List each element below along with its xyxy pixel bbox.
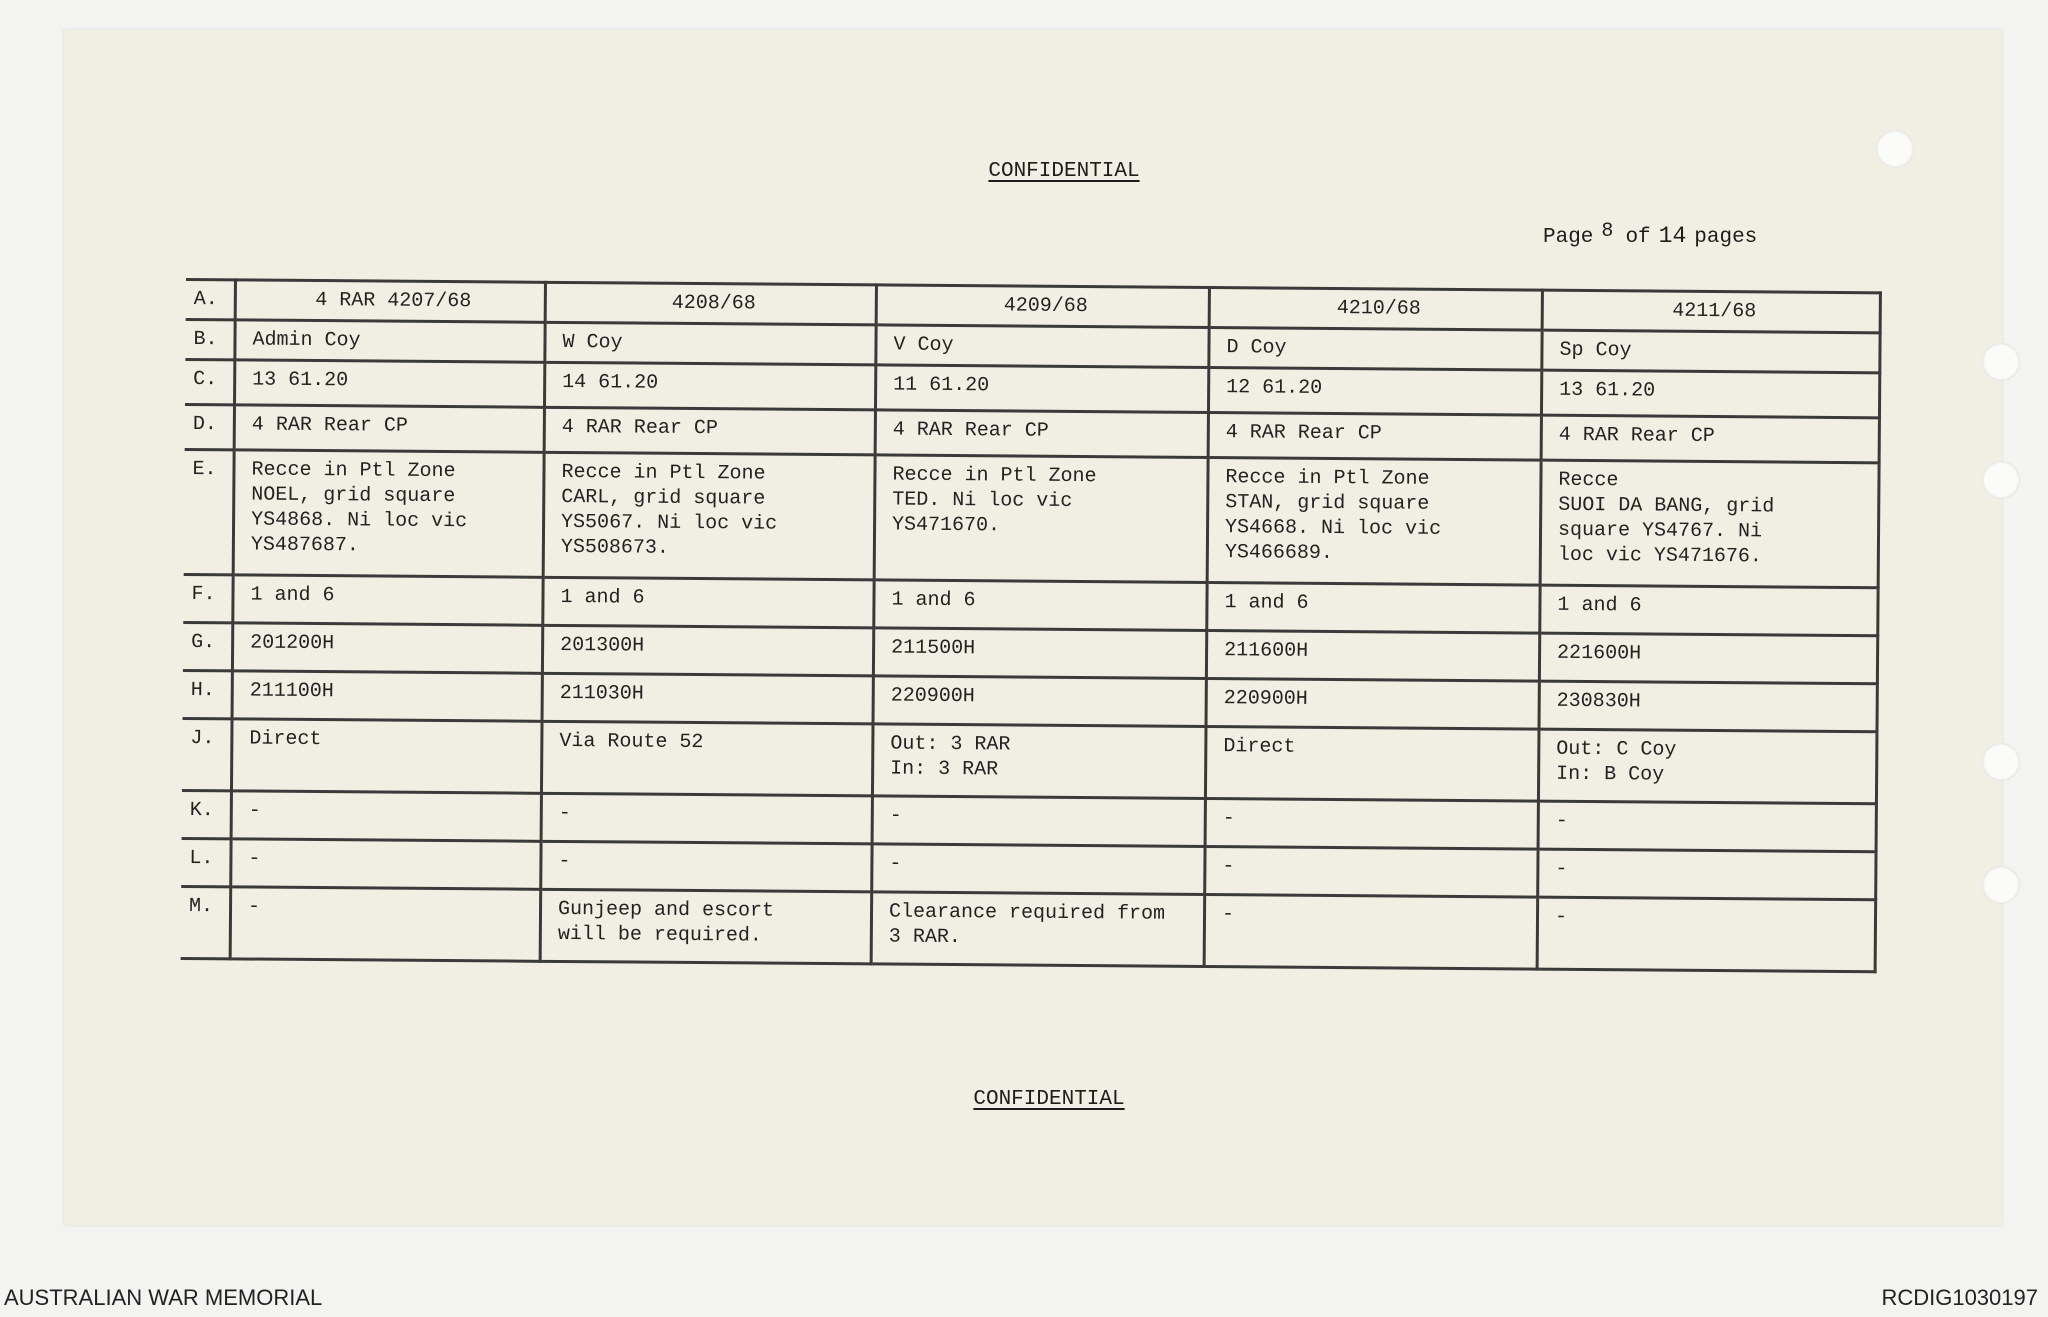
table-cell: 12 61.20 [1208,368,1541,416]
table-row [181,886,1876,971]
table-cell: - [1204,895,1538,970]
table-cell: 4 RAR Rear CP [544,407,875,455]
page-current: 8 [1601,220,1614,243]
table-cell: 4211/68 [1542,290,1880,333]
classification-footer [25,1088,2048,1111]
table-cell: 4 RAR Rear CP [1541,415,1879,463]
row-label: J. [182,718,232,790]
table-cell: 4 RAR 4207/68 [235,280,545,322]
table-cell: Recce in Ptl Zone CARL, grid square YS5067. Ni loc vic YS508673. [543,452,875,580]
table-row [184,449,1879,587]
table-cell: Out: 3 RAR In: 3 RAR [872,724,1206,799]
page-total: 14 [1658,223,1687,249]
table-cell: Recce in Ptl Zone TED. Ni loc vic YS471670. [874,455,1208,583]
table-cell: 1 and 6 [1540,585,1878,636]
table-cell: 211030H [542,673,873,724]
patrol-table [181,278,1882,973]
table-cell: 4 RAR Rear CP [234,405,544,452]
table-cell: - [541,793,872,844]
row-label: M. [181,886,231,958]
page-suffix: pages [1694,226,1758,249]
page-prefix: Page [1543,226,1594,249]
page-of: of [1625,226,1651,249]
table-cell: 221600H [1539,633,1877,684]
table-cell: W Coy [545,322,876,365]
table-cell: - [872,844,1205,895]
table-cell: Recce in Ptl Zone STAN, grid square YS4668. Ni loc vic YS466689. [1207,458,1541,586]
table-cell: Clearance required from 3 RAR. [871,892,1205,967]
table-cell: 4 RAR Rear CP [875,410,1208,458]
row-label: H. [183,670,233,718]
table-cell: - [1538,849,1876,900]
table-cell: - [231,791,541,841]
row-label: A. [186,279,236,319]
table-cell: - [541,841,872,892]
table-cell: - [230,887,541,961]
table-cell: Direct [1205,727,1539,802]
table-cell: - [231,839,541,889]
table-cell: Via Route 52 [541,721,873,796]
table-cell: 211500H [873,628,1206,679]
table-row [182,718,1877,803]
classification-header-text: CONFIDENTIAL [988,160,1140,183]
table-cell: Recce in Ptl Zone NOEL, grid square YS4868. Ni loc vic YS487687. [233,450,544,577]
row-label: L. [181,838,231,886]
table-cell: 4208/68 [545,282,876,325]
table-cell: D Coy [1209,328,1542,371]
archive-name: AUSTRALIAN WAR MEMORIAL [4,1285,323,1310]
table-cell: 1 and 6 [543,577,874,628]
table-cell: 220900H [1206,679,1539,730]
punch-hole [1982,743,2020,781]
table-cell: - [1205,847,1538,898]
punch-hole [1982,866,2020,904]
table-cell: 11 61.20 [875,365,1208,413]
archive-id: RCDIG1030197 [1881,1285,2038,1310]
table-cell: Gunjeep and escort will be required. [540,889,872,964]
table-cell: Out: C Coy In: B Coy [1538,729,1877,804]
table-cell: 1 and 6 [233,575,543,625]
table-cell: 4209/68 [876,285,1209,328]
table-cell: 220900H [873,676,1206,727]
table-cell: 211600H [1206,631,1539,682]
table-cell: 1 and 6 [1207,583,1540,634]
table-cell: 13 61.20 [235,360,545,407]
table-cell: - [1205,799,1538,850]
row-label: D. [185,404,235,449]
table-cell: V Coy [876,325,1209,368]
table-cell: Sp Coy [1542,330,1880,373]
table-cell: Recce SUOI DA BANG, grid square YS4767. Ni loc vic YS471676. [1540,460,1879,588]
punch-hole [1982,343,2020,381]
table-cell: 13 61.20 [1541,370,1879,418]
classification-header [40,160,2048,183]
table-cell: 201300H [542,625,873,676]
row-label: K. [182,790,232,838]
punch-hole [1982,461,2020,499]
table-cell: 14 61.20 [544,362,875,410]
table-cell: 201200H [232,623,542,673]
table-cell: 230830H [1539,681,1877,732]
table-cell: Admin Coy [235,320,545,362]
page-number [1543,220,1757,249]
table-cell: - [872,796,1205,847]
classification-footer-text: CONFIDENTIAL [973,1088,1125,1111]
row-label: B. [185,319,235,359]
patrol-table-body [181,279,1881,971]
table-cell: 211100H [232,671,542,721]
row-label: C. [185,359,235,404]
table-cell: - [1537,897,1876,972]
table-cell: - [1538,801,1876,852]
table-cell: 1 and 6 [874,580,1207,631]
row-label: F. [183,574,233,622]
table-cell: 4 RAR Rear CP [1208,413,1541,461]
table-cell: 4210/68 [1209,288,1542,331]
patrol-table-wrapper [181,278,1882,973]
row-label: E. [184,449,234,574]
table-cell: Direct [231,719,542,793]
row-label: G. [183,622,233,670]
